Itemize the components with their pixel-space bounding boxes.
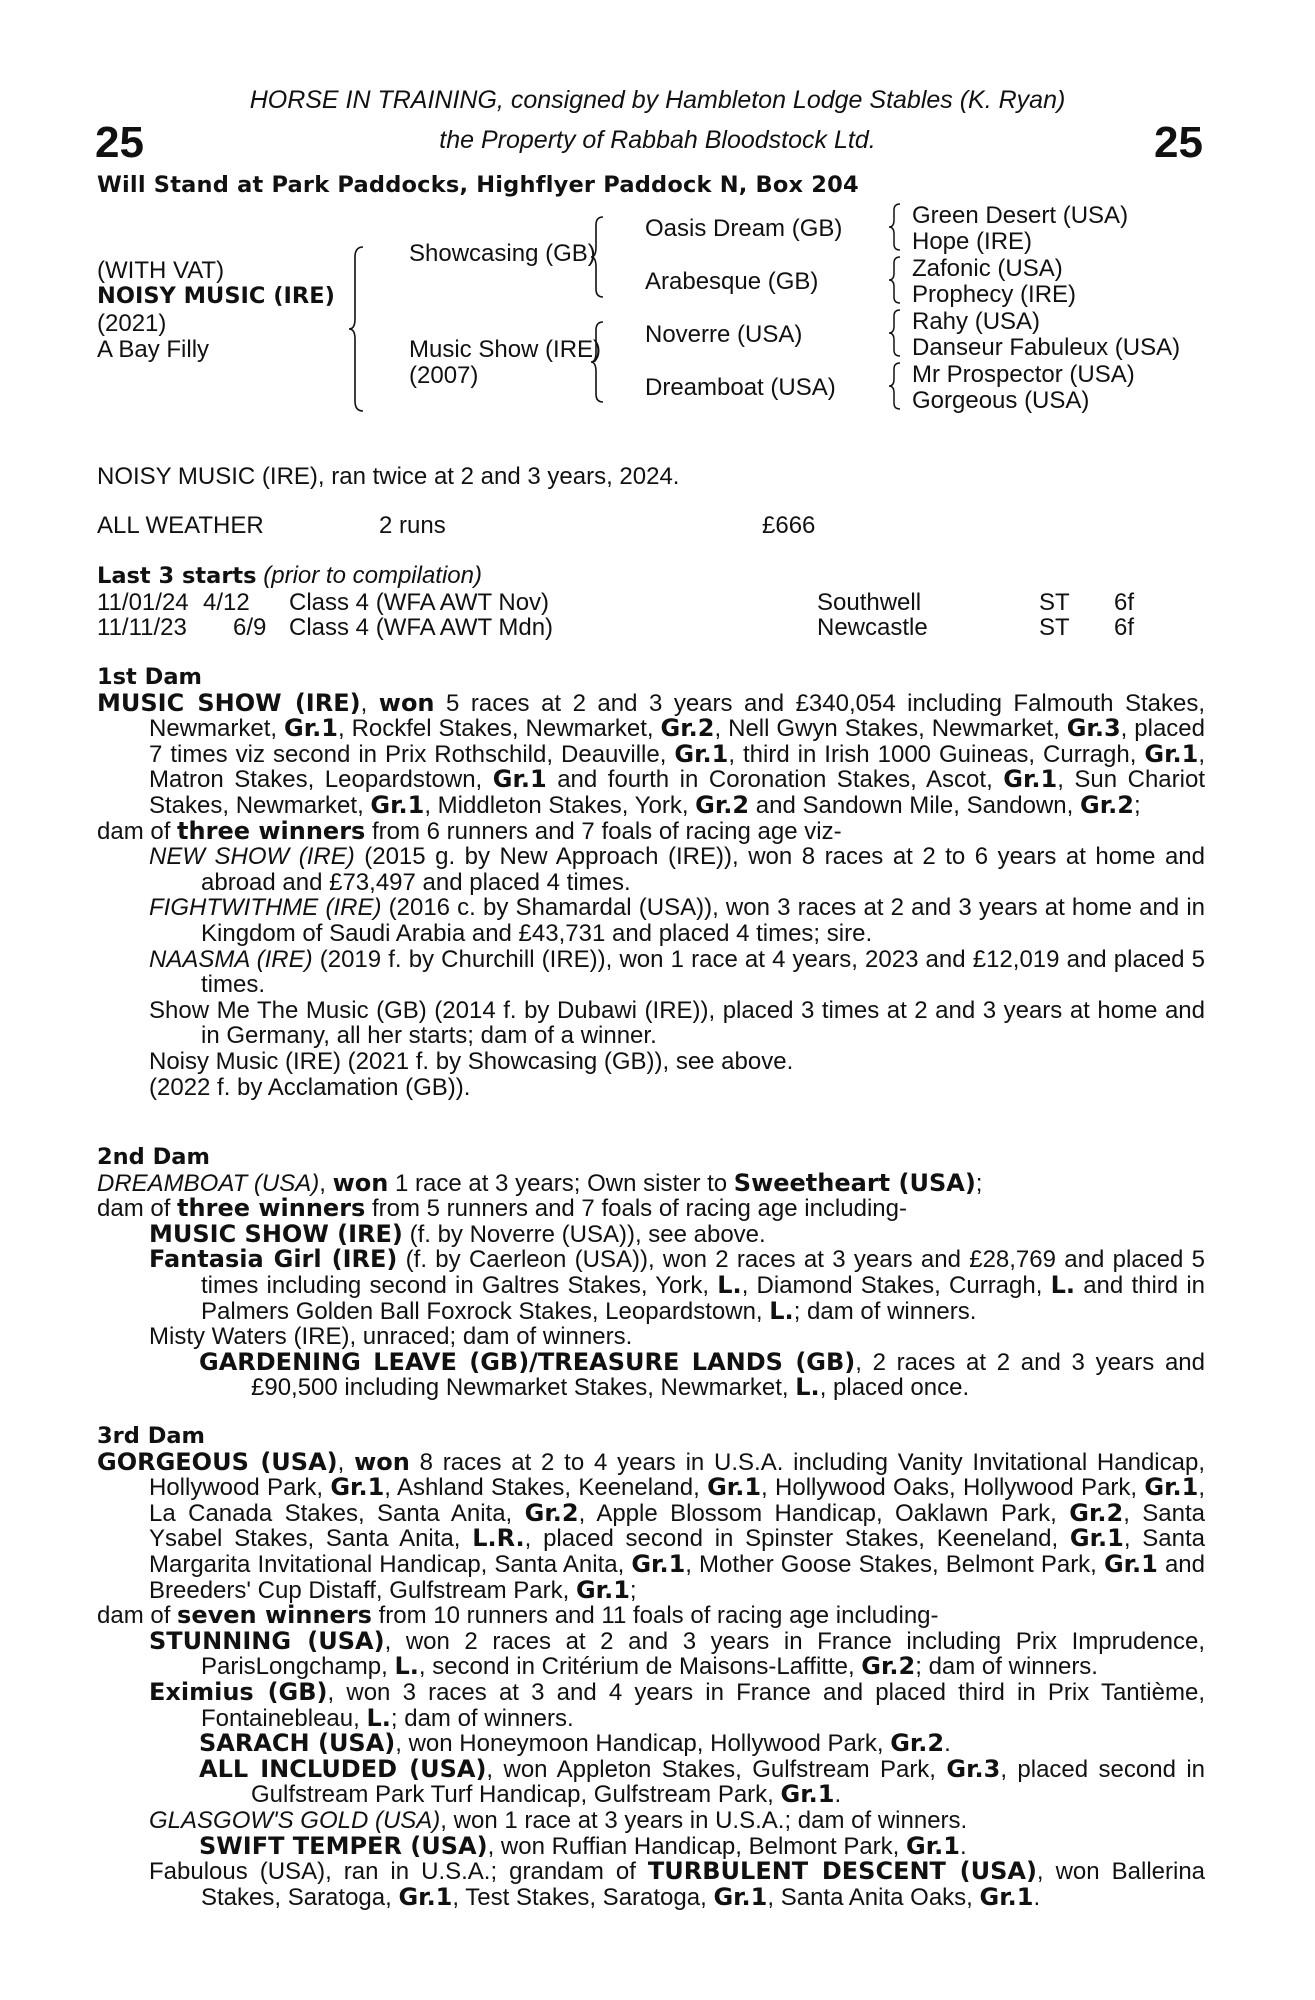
grade: Gr.1 bbox=[330, 1473, 385, 1502]
produce-name: GLASGOW'S GOLD (USA) bbox=[149, 1806, 441, 1834]
text: , Middleton Stakes, York, bbox=[424, 791, 696, 819]
first-dam-title: 1st Dam bbox=[97, 664, 202, 690]
second-dam-section bbox=[97, 1145, 1205, 1401]
third-dam-produce-intro bbox=[97, 1603, 1205, 1629]
text: , Diamond Stakes, Curragh, bbox=[741, 1271, 1051, 1299]
produce-item bbox=[149, 1677, 1205, 1732]
text: , Matron Stakes, Leopardstown, bbox=[149, 740, 1206, 794]
produce-name: TURBULENT DESCENT (USA) bbox=[647, 1857, 1037, 1886]
page-header bbox=[0, 80, 1315, 160]
start-row bbox=[97, 590, 1205, 616]
text: 5 races at 2 and 3 years and £340,054 including Falmouth Stakes, Newmarket, bbox=[149, 689, 1206, 743]
text: and Breeders' Cup Distaff, Gulfstream Park, bbox=[149, 1550, 1205, 1604]
text: (f. by Noverre (USA)), see above. bbox=[402, 1220, 766, 1248]
produce-name: NAASMA (IRE) bbox=[149, 945, 313, 973]
text: (f. by Caerleon (USA)), won 2 races at 3 years and £28,769 and placed 5 times including second in Galtres Stakes, York, bbox=[201, 1246, 1205, 1299]
grade: Gr.2 bbox=[861, 1652, 916, 1681]
horse-year: (2021) bbox=[97, 310, 167, 337]
start-course: Southwell bbox=[817, 588, 922, 616]
text: , won 1 race at 3 years in U.S.A.; dam of winners. bbox=[440, 1806, 968, 1834]
text: , Santa Ysabel Stakes, Santa Anita, bbox=[149, 1499, 1205, 1553]
grade: Gr.1 bbox=[674, 739, 729, 768]
ggs-2: Hope (IRE) bbox=[912, 228, 1033, 255]
text: ; bbox=[1133, 791, 1141, 819]
third-dam-section bbox=[97, 1424, 1205, 1910]
text: , won Honeymoon Handicap, Hollywood Park, bbox=[395, 1730, 891, 1758]
produce-name: SARACH (USA) bbox=[199, 1729, 396, 1758]
won-label: won bbox=[332, 1168, 389, 1197]
won-label: won bbox=[378, 688, 435, 717]
ggs-1: Green Desert (USA) bbox=[912, 202, 1129, 229]
first-dam-record: MUSIC SHOW (IRE), won 5 races at 2 and 3 years and £340,054 including Falmouth Stakes, Newmarket, Gr.1, Rockfel Stakes, Newmarket, Gr.2, Nell Gwyn Stakes, Newmarket, Gr.3, placed 7 times viz second in Prix Rothschild, Deauville, Gr.1, third in Irish 1000 Guineas, Curragh, Gr.1, Matron Stakes, Leopardstown, Gr.1 and fourth in Coronation Stakes, Ascot, Gr.1, Sun Chariot Stakes, Newmarket, Gr.1, Middleton Stakes, York, Gr.2 and Sandown Mile, Sandown, Gr.2; bbox=[97, 688, 1206, 819]
text: , Rockfel Stakes, Newmarket, bbox=[337, 715, 661, 743]
text: , Santa Margarita Invitational Handicap, Santa Anita, bbox=[149, 1525, 1205, 1578]
produce-item bbox=[149, 1219, 1205, 1248]
stand-location: Will Stand at Park Paddocks, Highflyer Paddock N, Box 204 bbox=[97, 172, 859, 198]
produce-item: (2022 f. by Acclamation (GB)). bbox=[149, 1073, 471, 1101]
grade: L. bbox=[769, 1296, 794, 1325]
text: , Test Stakes, Saratoga, bbox=[452, 1883, 714, 1911]
third-dam-name: GORGEOUS (USA) bbox=[97, 1447, 338, 1476]
text: , 2 races at 2 and 3 years and £90,500 including Newmarket Stakes, Newmarket, bbox=[251, 1348, 1206, 1402]
third-dam-title: 3rd Dam bbox=[97, 1423, 205, 1449]
text: , third in Irish 1000 Guineas, Curragh, bbox=[728, 740, 1145, 768]
produce-item bbox=[149, 844, 1205, 895]
grade: Gr.3 bbox=[946, 1754, 1001, 1783]
text: , placed 7 times viz second in Prix Rothschild, Deauville, bbox=[149, 715, 1206, 768]
sister-name: Sweetheart (USA) bbox=[733, 1168, 976, 1197]
brace-g3 bbox=[889, 308, 905, 360]
third-dam-record: GORGEOUS (USA), won 8 races at 2 to 4 years in U.S.A. including Vanity Invitational Handicap, Hollywood Park, Gr.1, Ashland Stakes, Keeneland, Gr.1, Hollywood Oaks, Hollywood Park, Gr.1, La Canada Stakes, Santa Anita, Gr.2, Apple Blossom Handicap, Oaklawn Park, Gr.2, Santa Ysabel Stakes, Santa Anita, L.R., placed second in Spinster Stakes, Keeneland, Gr.1, Santa Margarita Invitational Handicap, Santa Anita, Gr.1, Mother Goose Stakes, Belmont Park, Gr.1 and Breeders' Cup Distaff, Gulfstream Park, Gr.1; bbox=[97, 1447, 1206, 1604]
text: and fourth in Coronation Stakes, Ascot, bbox=[546, 766, 1004, 794]
grade: Gr.2 bbox=[524, 1498, 579, 1527]
granddam-2: Dreamboat (USA) bbox=[645, 374, 836, 401]
lot-number-left: 25 bbox=[95, 118, 144, 167]
start-date: 11/01/24 bbox=[97, 588, 189, 616]
second-dam-record: DREAMBOAT (USA), won 1 race at 3 years; Own sister to Sweetheart (USA); bbox=[97, 1168, 983, 1197]
text: ; dam of winners. bbox=[390, 1704, 574, 1732]
text: , won Ballerina Stakes, Saratoga, bbox=[201, 1858, 1206, 1911]
produce-item bbox=[199, 1754, 1206, 1809]
brace-g2 bbox=[889, 255, 905, 307]
text: from 10 runners and 11 foals of racing age including- bbox=[371, 1602, 939, 1630]
grade: Gr.1 bbox=[1069, 1524, 1124, 1553]
produce-name: GARDENING LEAVE (GB)/TREASURE LANDS (GB) bbox=[199, 1347, 856, 1376]
winners-count: seven winners bbox=[177, 1601, 372, 1630]
text: . bbox=[834, 1781, 842, 1809]
grade: Gr.1 bbox=[1144, 739, 1199, 768]
grade: Gr.2 bbox=[1080, 790, 1134, 819]
produce-item bbox=[149, 1808, 1205, 1834]
produce-item bbox=[149, 1859, 1205, 1910]
first-dam-produce-intro bbox=[97, 816, 1205, 845]
text: , second in Critérium de Maisons-Laffitte, bbox=[418, 1653, 862, 1681]
grade: L. bbox=[394, 1652, 419, 1681]
horse-sex: A Bay Filly bbox=[97, 336, 210, 363]
grade: Gr.1 bbox=[575, 1575, 630, 1604]
ggs-6: Danseur Fabuleux (USA) bbox=[912, 334, 1181, 361]
text: dam of bbox=[97, 1195, 178, 1223]
record-runs: 2 runs bbox=[379, 512, 446, 539]
ggs-5: Rahy (USA) bbox=[912, 308, 1041, 335]
last-starts-title: Last 3 starts bbox=[97, 563, 257, 589]
first-dam-section bbox=[97, 665, 1205, 1100]
start-course: Newcastle bbox=[817, 614, 928, 642]
text: 1 race at 3 years; Own sister to bbox=[388, 1169, 734, 1197]
text: , won 3 races at 3 and 4 years in France and placed third in Prix Tantième, Fontainebleau, bbox=[201, 1678, 1205, 1732]
first-dam-name: MUSIC SHOW (IRE) bbox=[97, 688, 361, 717]
produce-item bbox=[199, 1731, 1205, 1757]
pedigree-table bbox=[97, 202, 1217, 425]
produce-item bbox=[199, 1347, 1206, 1402]
produce-item: Misty Waters (IRE), unraced; dam of winners. bbox=[149, 1323, 633, 1351]
granddam-1: Arabesque (GB) bbox=[645, 268, 819, 295]
grade: Gr.1 bbox=[398, 1882, 453, 1911]
record-prize: £666 bbox=[762, 512, 816, 539]
start-row bbox=[97, 615, 1205, 641]
produce-item bbox=[149, 895, 1205, 946]
text: , placed once. bbox=[819, 1374, 970, 1402]
produce-name: STUNNING (USA) bbox=[149, 1626, 385, 1655]
produce-name: ALL INCLUDED (USA) bbox=[199, 1754, 487, 1783]
text: , Hollywood Oaks, Hollywood Park, bbox=[761, 1474, 1145, 1502]
ggs-7: Mr Prospector (USA) bbox=[912, 361, 1135, 388]
text: , won 2 races at 2 and 3 years in France including Prix Imprudence, ParisLongchamp, bbox=[201, 1627, 1206, 1681]
grade: Gr.1 bbox=[1103, 1549, 1158, 1578]
grade: Gr.1 bbox=[707, 1473, 762, 1502]
text: , Santa Anita Oaks, bbox=[767, 1883, 980, 1911]
grade: Gr.1 bbox=[979, 1882, 1034, 1911]
text: , La Canada Stakes, Santa Anita, bbox=[149, 1474, 1205, 1527]
text: 8 races at 2 to 4 years in U.S.A. including Vanity Invitational Handicap, Hollywood Park, bbox=[149, 1448, 1206, 1502]
text: from 6 runners and 7 foals of racing age viz- bbox=[365, 817, 842, 845]
text: ; dam of winners. bbox=[915, 1653, 1098, 1681]
start-date: 11/11/23 bbox=[97, 614, 187, 642]
text: and Sandown Mile, Sandown, bbox=[749, 791, 1080, 819]
race-summary: NOISY MUSIC (IRE), ran twice at 2 and 3 years, 2024. bbox=[97, 463, 680, 490]
text: (2016 c. by Shamardal (USA)), won 3 races at 2 and 3 years at home and in Kingdom of Saudi Arabia and £43,731 and placed 4 times; sire. bbox=[201, 894, 1205, 947]
lot-number-right: 25 bbox=[1154, 118, 1203, 167]
last-starts bbox=[97, 563, 1205, 641]
grandsire-2: Noverre (USA) bbox=[645, 321, 803, 348]
grade: Gr.1 bbox=[492, 765, 547, 794]
winners-count: three winners bbox=[177, 1194, 366, 1223]
grade: L.R. bbox=[472, 1524, 525, 1553]
text: . bbox=[944, 1730, 951, 1758]
second-dam-produce-intro bbox=[97, 1196, 1205, 1222]
ggs-8: Gorgeous (USA) bbox=[912, 387, 1090, 414]
text: from 5 runners and 7 foals of racing age including- bbox=[365, 1195, 907, 1223]
produce-name: NEW SHOW (IRE) bbox=[149, 843, 355, 871]
grade: Gr.1 bbox=[370, 790, 425, 819]
brace-sire bbox=[591, 215, 609, 299]
winners-count: three winners bbox=[177, 816, 366, 845]
grade: Gr.2 bbox=[890, 1729, 945, 1758]
produce-name: FIGHTWITHME (IRE) bbox=[149, 894, 382, 922]
ggs-4: Prophecy (IRE) bbox=[912, 281, 1077, 308]
grade: Gr.1 bbox=[906, 1831, 960, 1860]
start-distance: 6f bbox=[1114, 614, 1135, 642]
start-race: Class 4 (WFA AWT Nov) bbox=[289, 588, 550, 616]
second-dam-name: DREAMBOAT (USA) bbox=[97, 1169, 320, 1197]
text: , placed second in Spinster Stakes, Keeneland, bbox=[524, 1525, 1070, 1553]
text: ; bbox=[629, 1576, 637, 1604]
brace-g4 bbox=[889, 361, 905, 413]
text: (2019 f. by Churchill (IRE)), won 1 race at 4 years, 2023 and £12,019 and placed 5 times. bbox=[201, 945, 1205, 999]
text: dam of bbox=[97, 1602, 178, 1630]
produce-name: MUSIC SHOW (IRE) bbox=[149, 1219, 403, 1248]
produce-item bbox=[149, 947, 1205, 998]
text: , Nell Gwyn Stakes, Newmarket, bbox=[714, 715, 1067, 743]
grade: Gr.1 bbox=[631, 1549, 686, 1578]
text: and third in Palmers Golden Ball Foxrock Stakes, Leopardstown, bbox=[201, 1271, 1205, 1325]
text: , won Ruffian Handicap, Belmont Park, bbox=[487, 1832, 907, 1860]
start-distance: 6f bbox=[1114, 588, 1135, 616]
produce-name: SWIFT TEMPER (USA) bbox=[199, 1831, 488, 1860]
grade: Gr.1 bbox=[780, 1780, 835, 1809]
grade: Gr.2 bbox=[1069, 1498, 1124, 1527]
text: , Mother Goose Stakes, Belmont Park, bbox=[685, 1550, 1104, 1578]
produce-name: Eximius (GB) bbox=[149, 1677, 328, 1706]
text: ; bbox=[975, 1169, 983, 1197]
text: , Ashland Stakes, Keeneland, bbox=[384, 1474, 708, 1502]
grade: L. bbox=[366, 1703, 391, 1732]
brace-g1 bbox=[889, 202, 905, 254]
brace-main bbox=[349, 245, 369, 413]
text: . bbox=[1033, 1883, 1041, 1911]
text: Fabulous (USA), ran in U.S.A.; grandam of bbox=[149, 1858, 648, 1886]
text: , Apple Blossom Handicap, Oaklawn Park, bbox=[578, 1499, 1070, 1527]
grade: Gr.2 bbox=[660, 714, 715, 743]
start-going: ST bbox=[1039, 614, 1070, 642]
text: , placed second in Gulfstream Park Turf Handicap, Gulfstream Park, bbox=[251, 1755, 1206, 1809]
start-race: Class 4 (WFA AWT Mdn) bbox=[289, 614, 554, 642]
property-line: the Property of Rabbah Bloodstock Ltd. bbox=[439, 126, 876, 154]
produce-item bbox=[199, 1831, 1205, 1860]
grade: L. bbox=[1050, 1270, 1076, 1299]
second-dam-title: 2nd Dam bbox=[97, 1144, 210, 1170]
grandsire-1: Oasis Dream (GB) bbox=[645, 215, 843, 242]
last-starts-note: (prior to compilation) bbox=[263, 562, 482, 589]
produce-name: Fantasia Girl (IRE) bbox=[149, 1245, 398, 1274]
horse-name: NOISY MUSIC (IRE) bbox=[97, 283, 335, 309]
consignor-line: HORSE IN TRAINING, consigned by Hambleton Lodge Stables (K. Ryan) bbox=[249, 86, 1066, 114]
text: , Sun Chariot Stakes, Newmarket, bbox=[149, 766, 1205, 819]
produce-item bbox=[149, 1247, 1205, 1324]
grade: L. bbox=[795, 1373, 820, 1402]
text: (2015 g. by New Approach (IRE)), won 8 races at 2 to 6 years at home and abroad and £73,497 and placed 4 times. bbox=[201, 843, 1206, 896]
text: dam of bbox=[97, 817, 178, 845]
grade: Gr.1 bbox=[1003, 765, 1058, 794]
brace-dam bbox=[591, 320, 609, 404]
grade: Gr.3 bbox=[1066, 714, 1121, 743]
vat-note: (WITH VAT) bbox=[97, 257, 225, 284]
dam-name: Music Show (IRE) bbox=[409, 336, 602, 363]
won-label: won bbox=[354, 1447, 410, 1476]
record-surface: ALL WEATHER bbox=[97, 512, 264, 539]
grade: Gr.1 bbox=[713, 1882, 768, 1911]
grade: Gr.1 bbox=[1144, 1473, 1199, 1502]
start-position: 4/12 bbox=[203, 588, 250, 616]
sire-name: Showcasing (GB) bbox=[409, 240, 596, 267]
text: ; dam of winners. bbox=[793, 1297, 977, 1325]
dam-year: (2007) bbox=[409, 362, 479, 389]
text: , won Appleton Stakes, Gulfstream Park, bbox=[486, 1755, 947, 1783]
ggs-3: Zafonic (USA) bbox=[912, 255, 1063, 282]
produce-item: Show Me The Music (GB) (2014 f. by Dubawi (IRE)), placed 3 times at 2 and 3 years at home and in Germany, all her starts; dam of a winner. bbox=[149, 996, 1205, 1050]
grade: Gr.2 bbox=[695, 790, 750, 819]
start-going: ST bbox=[1039, 588, 1070, 616]
produce-item: Noisy Music (IRE) (2021 f. by Showcasing (GB)), see above. bbox=[149, 1047, 794, 1075]
record-row bbox=[97, 513, 1205, 539]
grade: Gr.1 bbox=[284, 714, 338, 743]
start-position: 6/9 bbox=[233, 614, 267, 642]
text: . bbox=[959, 1832, 967, 1860]
grade: L. bbox=[717, 1270, 742, 1299]
produce-item bbox=[149, 1626, 1206, 1681]
